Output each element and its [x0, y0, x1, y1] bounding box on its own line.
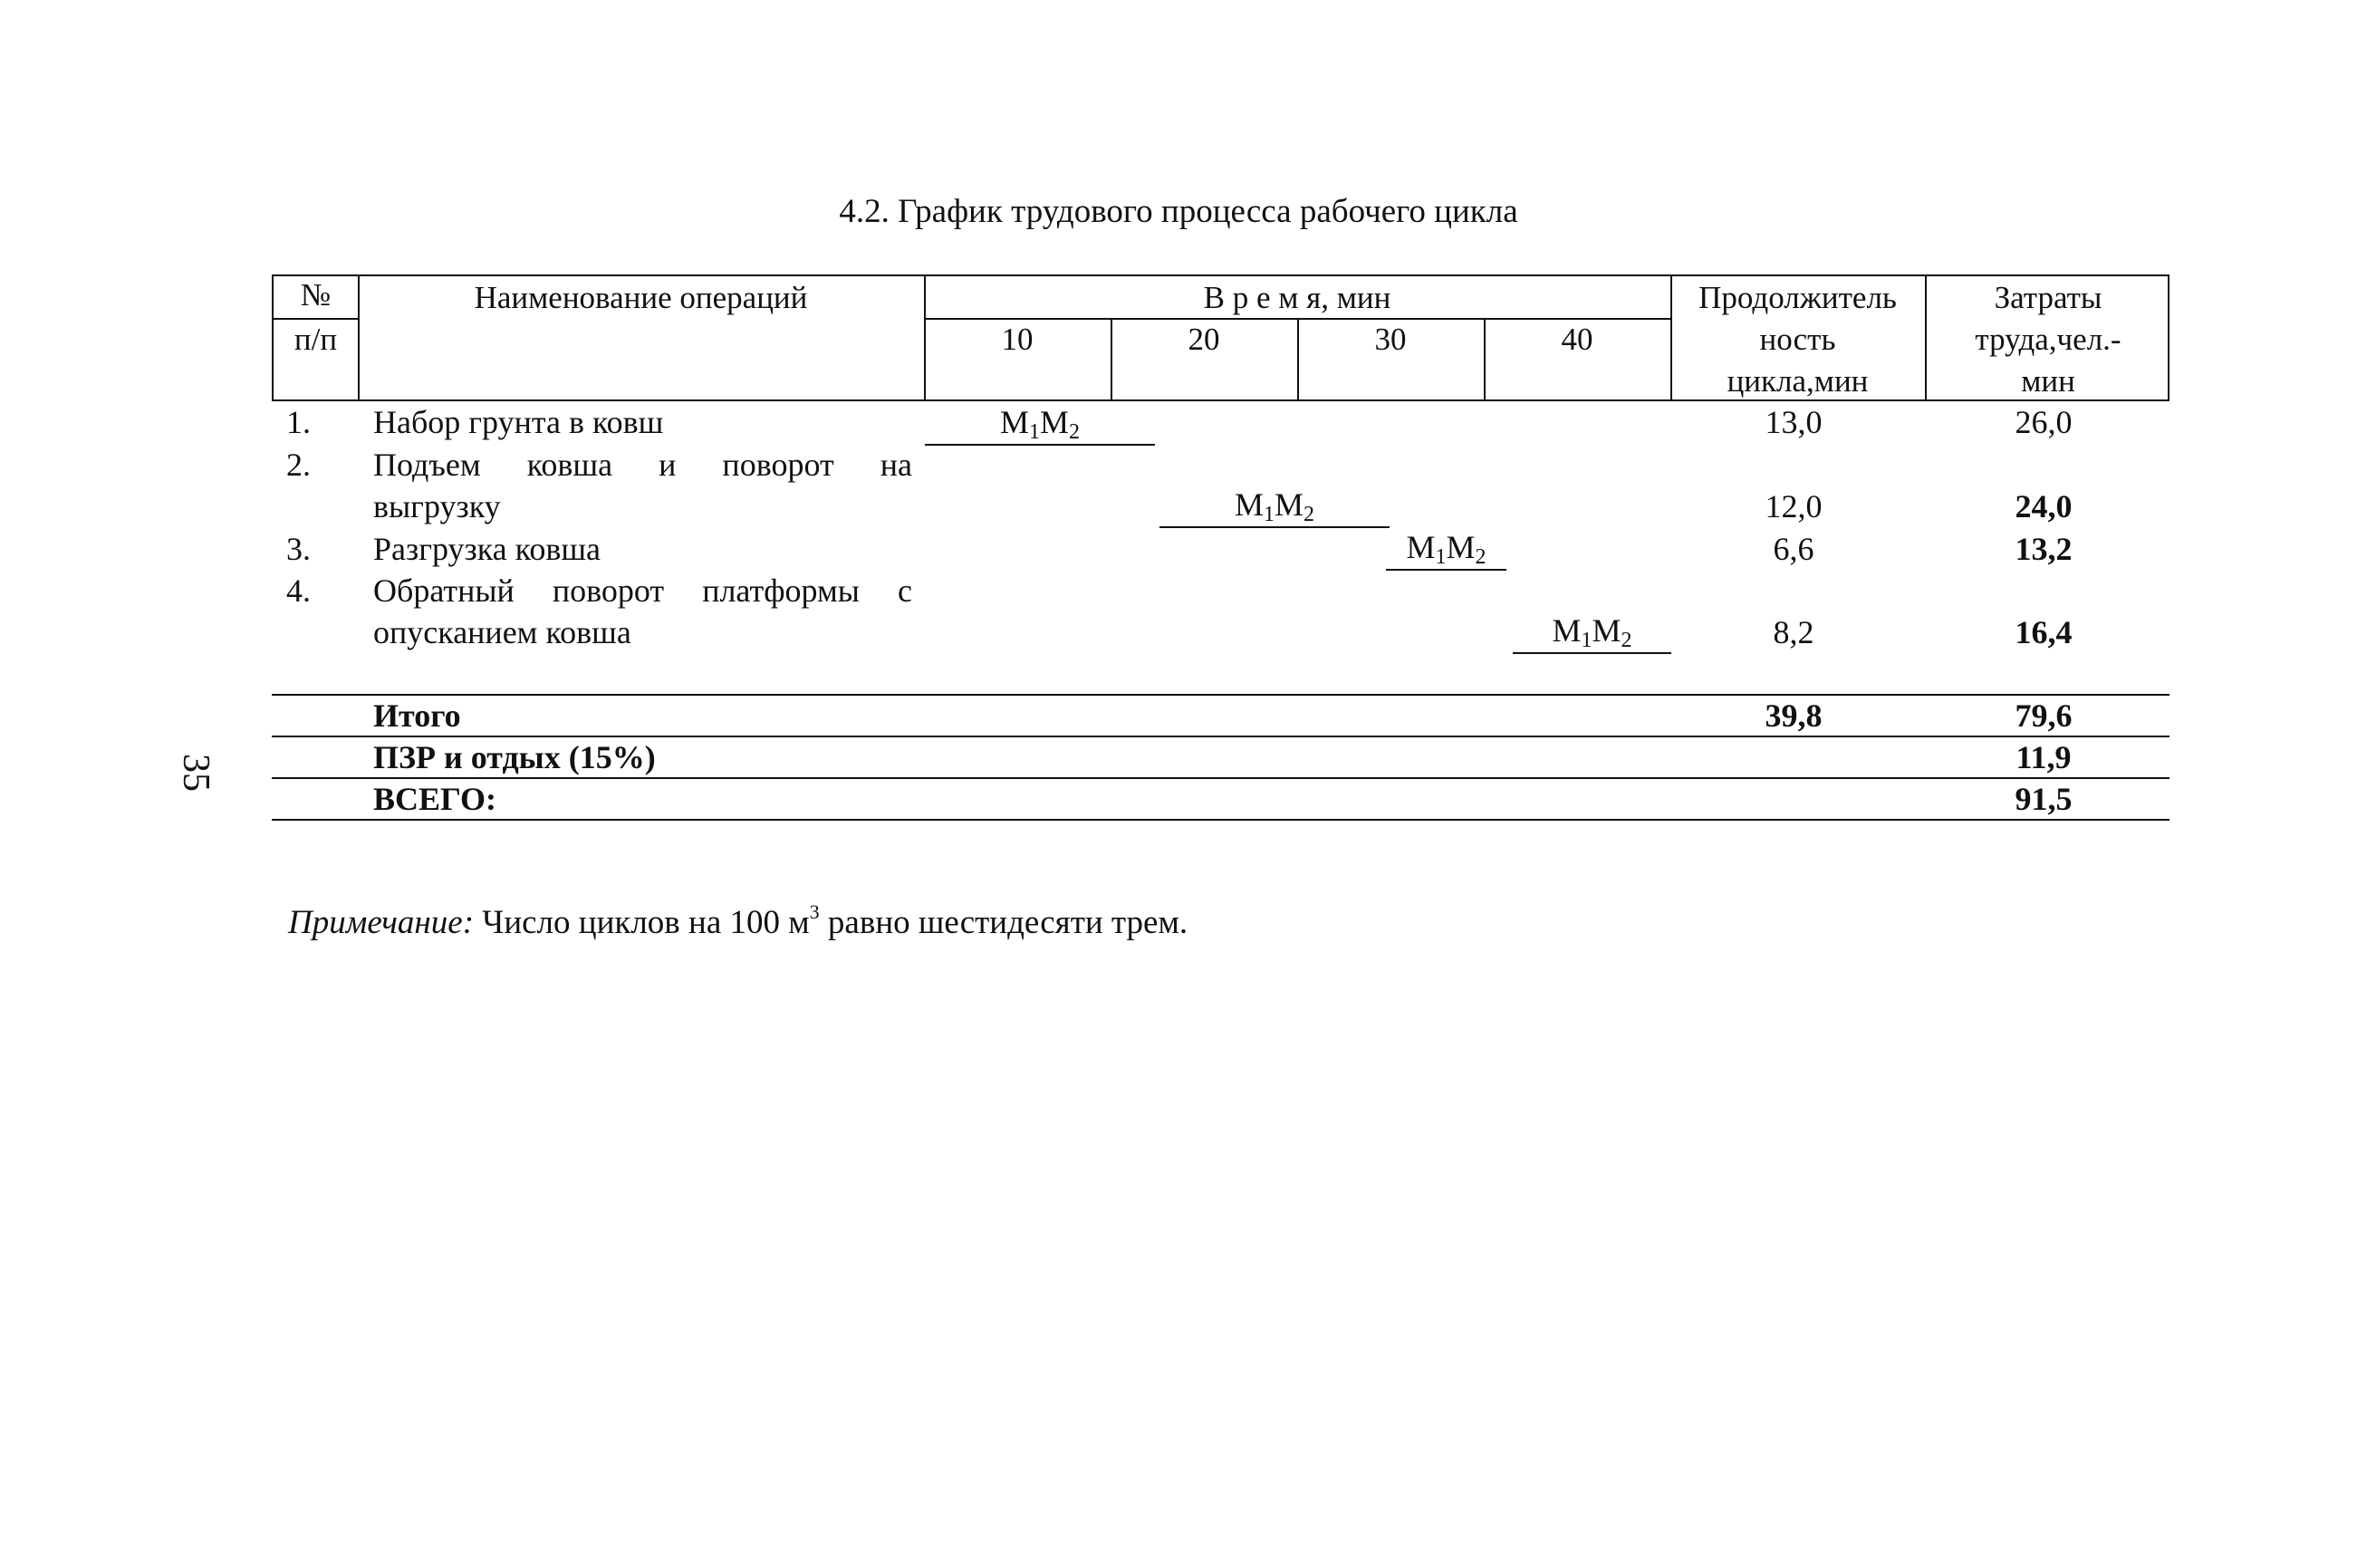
operation-name: Разгрузка ковша [373, 531, 601, 567]
totals-rule [272, 819, 2169, 821]
operation-word: поворот [722, 447, 834, 483]
operation-name-line2: опусканием ковша [373, 614, 631, 650]
footnote-label: Примечание: [288, 904, 475, 941]
footnote-superscript: 3 [809, 900, 820, 923]
duration-value: 12,0 [1765, 488, 1823, 524]
labor-value: 16,4 [2015, 614, 2073, 650]
labor-value: 26,0 [2015, 404, 2073, 440]
header-operation: Наименование операций [474, 280, 808, 315]
worker-index: 2 [1069, 420, 1081, 444]
header-time-20: 20 [1188, 322, 1220, 357]
worker-index: 1 [1264, 503, 1275, 526]
itogo-labor: 79,6 [2015, 697, 2073, 734]
row-number: 3. [286, 531, 311, 567]
header-time-40: 40 [1561, 322, 1593, 357]
header-labor-line1: Затраты [1994, 280, 2102, 315]
duration-value: 6,6 [1773, 531, 1814, 567]
worker-mark: M [1406, 529, 1436, 565]
itogo-label: Итого [373, 697, 461, 734]
header-labor-line2: труда,чел.- [1975, 322, 2121, 357]
itogo-duration: 39,8 [1765, 697, 1823, 734]
row-number: 4. [286, 572, 311, 609]
footnote [288, 900, 1188, 942]
worker-mark: M [1446, 529, 1476, 565]
duration-value: 8,2 [1773, 614, 1814, 650]
operation-word: ковша [526, 447, 613, 483]
worker-mark: M [1040, 404, 1070, 440]
operation-name: Набор грунта в ковш [373, 404, 664, 440]
duration-value: 13,0 [1765, 404, 1823, 440]
operation-name-line2: выгрузку [373, 488, 501, 524]
labor-value: 24,0 [2015, 488, 2073, 524]
time-bar-1 [925, 404, 1155, 446]
page-number: 35 [175, 754, 216, 792]
worker-mark: M [1275, 486, 1304, 523]
totals-rule [272, 777, 2169, 779]
vsego-labor: 91,5 [2015, 781, 2073, 817]
labor-value: 13,2 [2015, 531, 2073, 567]
operation-word: Обратный [373, 572, 515, 609]
footnote-text: Число циклов на 100 м [474, 904, 810, 941]
pzr-labor: 11,9 [2015, 739, 2072, 775]
operation-word: Подъем [373, 447, 481, 483]
operation-word: поворот [552, 572, 665, 609]
operation-word: с [898, 572, 912, 609]
operation-word: платформы [702, 572, 860, 609]
worker-mark: M [1234, 486, 1264, 523]
header-num-symbol: № [300, 277, 332, 313]
worker-mark: M [1592, 612, 1621, 649]
operation-word: и [659, 447, 677, 483]
header-time-10: 10 [1001, 322, 1034, 357]
header-duration-line3: цикла,мин [1727, 363, 1869, 399]
pzr-label: ПЗР и отдых (15%) [373, 739, 656, 775]
row-number: 1. [286, 404, 311, 440]
worker-mark: M [1552, 612, 1582, 649]
header-duration-line2: ность [1759, 322, 1836, 357]
worker-index: 1 [1435, 545, 1447, 569]
operation-word: на [880, 447, 912, 483]
header-num-pp: п/п [293, 322, 338, 357]
worker-index: 2 [1621, 629, 1632, 652]
header-time-group: В р е м я, мин [1203, 280, 1391, 315]
vsego-label: ВСЕГО: [373, 781, 497, 817]
totals-rule [272, 694, 2169, 696]
time-bar-4 [1513, 612, 1671, 654]
header-time-30: 30 [1374, 322, 1407, 357]
header-duration-line1: Продолжитель [1698, 280, 1897, 315]
page-title: 4.2. График трудового процесса рабочего цикла [839, 193, 1518, 230]
worker-index: 1 [1029, 420, 1040, 444]
worker-index: 2 [1475, 545, 1486, 569]
table-header [272, 274, 2169, 401]
footnote-text-end: равно шестидесяти трем. [819, 904, 1188, 941]
worker-mark: M [999, 404, 1029, 440]
operation-name-line1 [373, 445, 912, 485]
operation-name-line1 [373, 571, 912, 611]
worker-index: 2 [1304, 503, 1315, 526]
header-labor-line3: мин [2021, 363, 2075, 399]
time-bar-3 [1386, 529, 1506, 571]
worker-index: 1 [1581, 629, 1592, 652]
row-number: 2. [286, 447, 311, 483]
time-bar-2 [1159, 486, 1390, 528]
